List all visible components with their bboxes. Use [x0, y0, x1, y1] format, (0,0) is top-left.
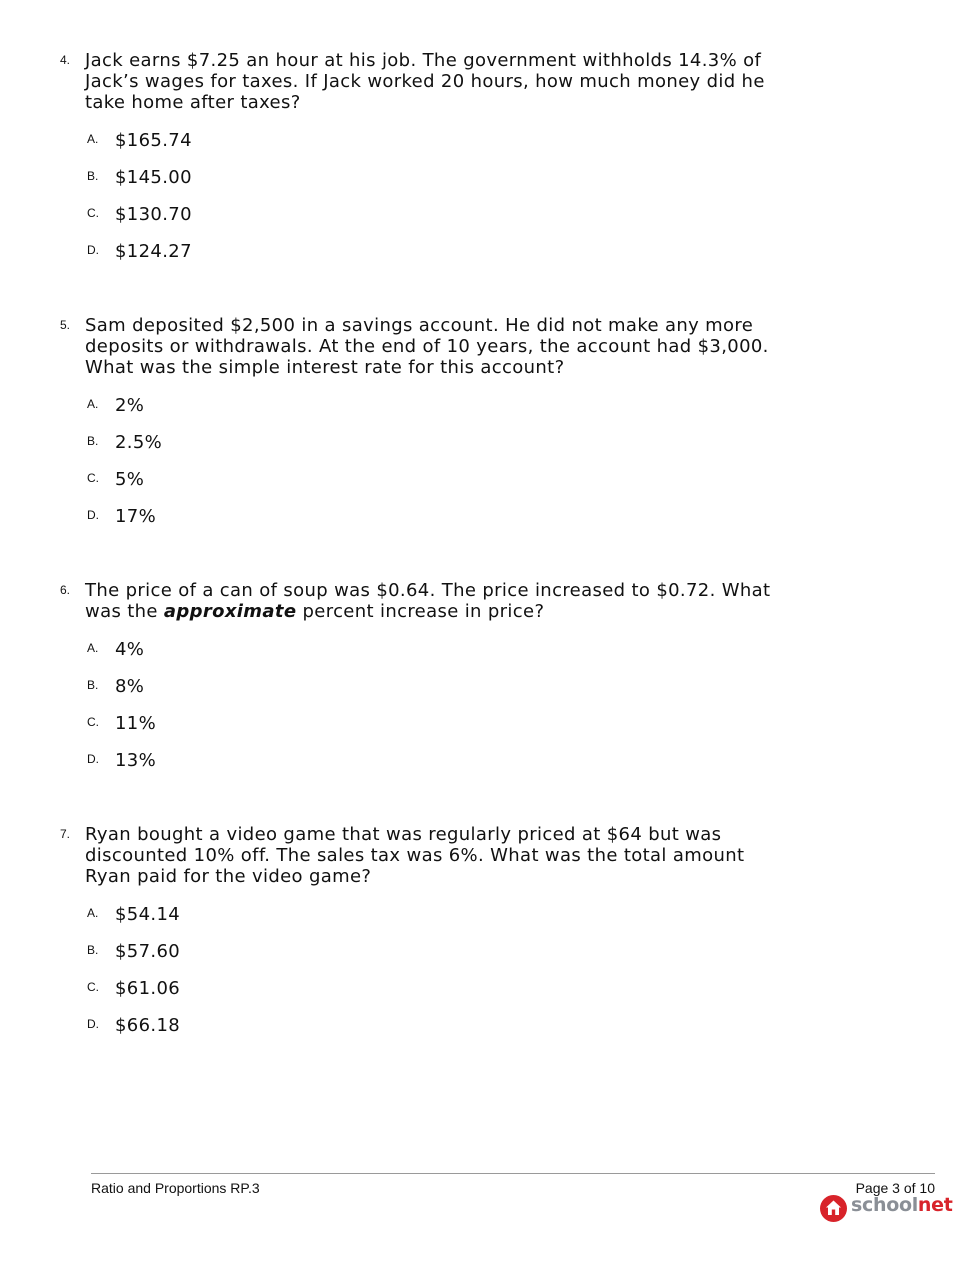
choice-a[interactable] — [87, 639, 780, 676]
choice-text: 5% — [115, 469, 145, 490]
choice-text: 2.5% — [115, 432, 163, 453]
choice-text: $165.74 — [115, 130, 192, 151]
choice-text: 4% — [115, 639, 145, 660]
choice-a[interactable] — [87, 904, 780, 941]
choice-text: $124.27 — [115, 241, 192, 262]
question-stem — [85, 580, 780, 622]
choice-letter: C. — [87, 980, 99, 994]
choice-text: $66.18 — [115, 1015, 181, 1036]
choice-text: $57.60 — [115, 941, 181, 962]
question-7 — [60, 824, 780, 1052]
choice-b[interactable] — [87, 432, 780, 469]
question-6 — [60, 580, 780, 787]
question-5 — [60, 315, 780, 543]
choice-letter: B. — [87, 434, 99, 448]
choice-text: 11% — [115, 713, 157, 734]
footer-divider — [91, 1173, 935, 1174]
question-number: 4. — [60, 53, 71, 67]
answer-choices — [87, 904, 780, 1052]
choice-text: $145.00 — [115, 167, 192, 188]
question-stem: Ryan bought a video game that was regularly priced at $64 but was discounted 10% off. The sales tax was 6%. What was the total amount Ryan paid for the video game? — [85, 824, 745, 887]
choice-letter: A. — [87, 132, 99, 146]
choice-a[interactable] — [87, 130, 780, 167]
choice-text: $130.70 — [115, 204, 192, 225]
question-4 — [60, 50, 780, 278]
footer-title: Ratio and Proportions RP.3 — [91, 1180, 260, 1196]
answer-choices — [87, 130, 780, 278]
choice-letter: D. — [87, 1017, 99, 1031]
choice-c[interactable] — [87, 469, 780, 506]
choice-c[interactable] — [87, 204, 780, 241]
choice-c[interactable] — [87, 713, 780, 750]
stem-emphasis: approximate — [163, 601, 297, 622]
choice-b[interactable] — [87, 941, 780, 978]
choice-d[interactable] — [87, 1015, 780, 1052]
choice-letter: D. — [87, 243, 99, 257]
question-stem: Sam deposited $2,500 in a savings account. He did not make any more deposits or withdrawals. At the end of 10 years, the account had $3,000. What was the simple interest rate for this account? — [85, 315, 769, 378]
schoolnet-logo — [820, 1194, 953, 1224]
choice-letter: A. — [87, 397, 99, 411]
question-stem: Jack earns $7.25 an hour at his job. The government withholds 14.3% of Jack’s wages for taxes. If Jack worked 20 hours, how much money did he take home after taxes? — [85, 50, 765, 113]
choice-c[interactable] — [87, 978, 780, 1015]
house-icon — [820, 1195, 847, 1222]
logo-word-school: school — [851, 1194, 918, 1216]
choice-letter: C. — [87, 471, 99, 485]
choice-a[interactable] — [87, 395, 780, 432]
choice-letter: A. — [87, 906, 99, 920]
choice-b[interactable] — [87, 167, 780, 204]
stem-text: percent increase in price? — [296, 601, 545, 622]
logo-word-net: net — [917, 1194, 953, 1216]
choice-letter: B. — [87, 943, 99, 957]
choice-d[interactable] — [87, 506, 780, 543]
question-number: 5. — [60, 318, 71, 332]
stem-text: The price of a can of soup was $0.64. The price increased to $0.72. What was the — [85, 580, 771, 622]
choice-text: 17% — [115, 506, 157, 527]
choice-text: $54.14 — [115, 904, 181, 925]
choice-text: 8% — [115, 676, 145, 697]
choice-b[interactable] — [87, 676, 780, 713]
choice-letter: C. — [87, 715, 99, 729]
choice-d[interactable] — [87, 750, 780, 787]
choice-letter: A. — [87, 641, 99, 655]
page-number: Page 3 of 10 — [855, 1180, 935, 1196]
logo-wordmark — [851, 1194, 953, 1216]
choice-text: 13% — [115, 750, 157, 771]
choice-letter: B. — [87, 678, 99, 692]
question-number: 6. — [60, 583, 71, 597]
choice-letter: C. — [87, 206, 99, 220]
choice-letter: D. — [87, 752, 99, 766]
choice-text: $61.06 — [115, 978, 181, 999]
question-number: 7. — [60, 827, 71, 841]
choice-d[interactable] — [87, 241, 780, 278]
answer-choices — [87, 639, 780, 787]
choice-letter: D. — [87, 508, 99, 522]
answer-choices — [87, 395, 780, 543]
choice-text: 2% — [115, 395, 145, 416]
choice-letter: B. — [87, 169, 99, 183]
